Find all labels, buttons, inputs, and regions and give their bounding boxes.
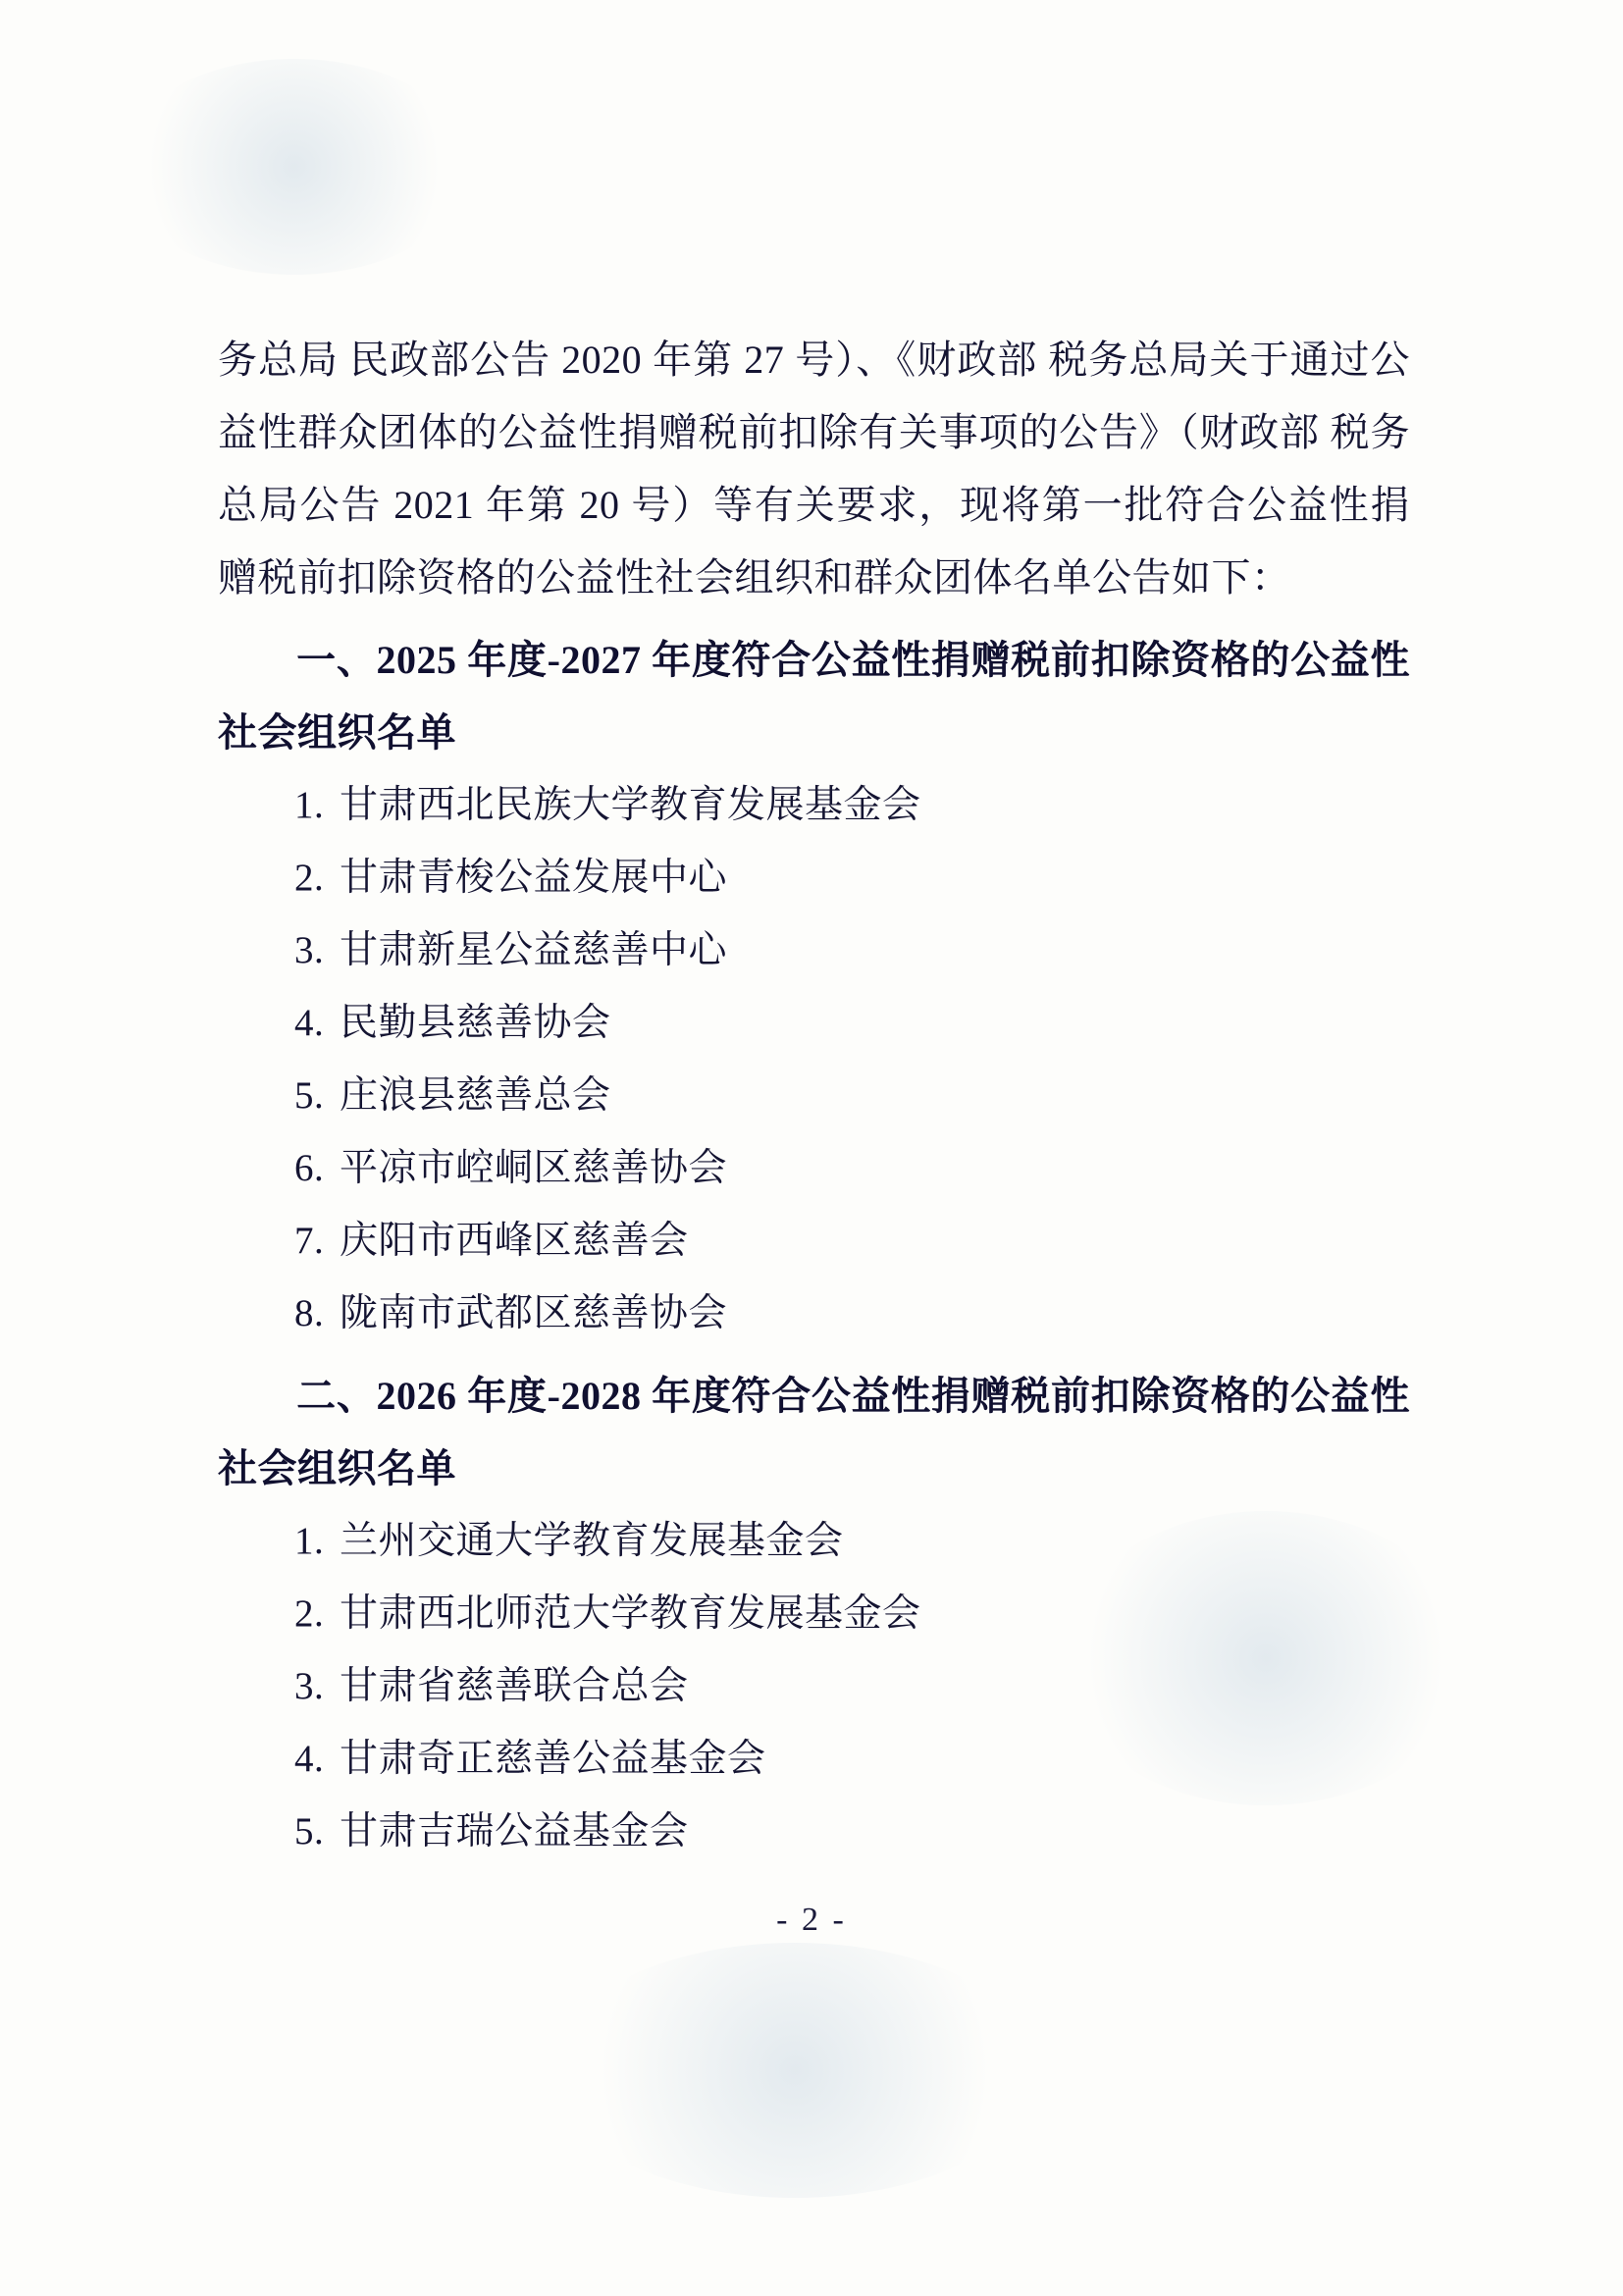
- body-paragraph: 务总局 民政部公告 2020 年第 27 号）、《财政部 税务总局关于通过公益性群众团体的公益性捐赠税前扣除有关事项的公告》（财政部 税务总局公告 2021 年第 20 号）等有关要求，现将第一批符合公益性捐赠税前扣除资格的公益性社会组织和群众团体名单公告如下：: [218, 338, 1410, 600]
- list-item-number: 7.: [294, 1220, 325, 1262]
- list-item: [218, 1578, 1410, 1650]
- list-item-label: 庄浪县慈善总会: [340, 1074, 611, 1117]
- list-item-number: 4.: [294, 1002, 325, 1044]
- list-item-label: 平凉市崆峒区慈善协会: [340, 1147, 728, 1189]
- list-item: [218, 1132, 1410, 1205]
- scan-artifact: [550, 1943, 1040, 2198]
- list-item-label: 陇南市武都区慈善协会: [340, 1292, 728, 1334]
- list-item-label: 庆阳市西峰区慈善会: [340, 1220, 689, 1262]
- organization-list-1: [218, 769, 1410, 1350]
- section-heading-2: [218, 1360, 1410, 1505]
- list-item-label: 民勤县慈善协会: [340, 1002, 611, 1044]
- list-item-label: 甘肃西北师范大学教育发展基金会: [340, 1592, 921, 1635]
- list-item: [218, 1060, 1410, 1132]
- list-item-number: 3.: [294, 1665, 325, 1707]
- list-item-label: 兰州交通大学教育发展基金会: [340, 1520, 844, 1562]
- list-item-number: 5.: [294, 1810, 325, 1852]
- section-heading-1-text: 一、2025 年度-2027 年度符合公益性捐赠税前扣除资格的公益性社会组织名单: [218, 638, 1410, 755]
- section-heading-1: [218, 624, 1410, 769]
- list-item-number: 3.: [294, 929, 325, 971]
- list-item-label: 甘肃吉瑞公益基金会: [340, 1810, 689, 1852]
- list-item-label: 甘肃新星公益慈善中心: [340, 929, 728, 971]
- document-body: [218, 324, 1410, 1868]
- list-item-label: 甘肃西北民族大学教育发展基金会: [340, 784, 921, 826]
- list-item: [218, 1505, 1410, 1578]
- list-item-label: 甘肃奇正慈善公益基金会: [340, 1738, 766, 1780]
- list-item-number: 1.: [294, 1520, 325, 1562]
- list-item-number: 1.: [294, 784, 325, 826]
- list-item: [218, 769, 1410, 842]
- list-item-number: 2.: [294, 857, 325, 899]
- organization-list-2: [218, 1505, 1410, 1868]
- list-item-number: 4.: [294, 1738, 325, 1780]
- list-item: [218, 1723, 1410, 1796]
- list-item-number: 8.: [294, 1292, 325, 1334]
- list-item: [218, 1650, 1410, 1723]
- list-item: [218, 1796, 1410, 1868]
- list-item-label: 甘肃青梭公益发展中心: [340, 857, 728, 899]
- list-item-number: 2.: [294, 1592, 325, 1635]
- section-heading-2-text: 二、2026 年度-2028 年度符合公益性捐赠税前扣除资格的公益性社会组织名单: [218, 1374, 1410, 1490]
- page-number: - 2 -: [776, 1902, 847, 1938]
- list-item: [218, 914, 1410, 987]
- list-item: [218, 842, 1410, 914]
- list-item: [218, 987, 1410, 1060]
- list-item: [218, 1278, 1410, 1350]
- list-item-number: 6.: [294, 1147, 325, 1189]
- scan-artifact: [118, 59, 471, 275]
- list-item-number: 5.: [294, 1074, 325, 1117]
- list-item: [218, 1205, 1410, 1278]
- list-item-label: 甘肃省慈善联合总会: [340, 1665, 689, 1707]
